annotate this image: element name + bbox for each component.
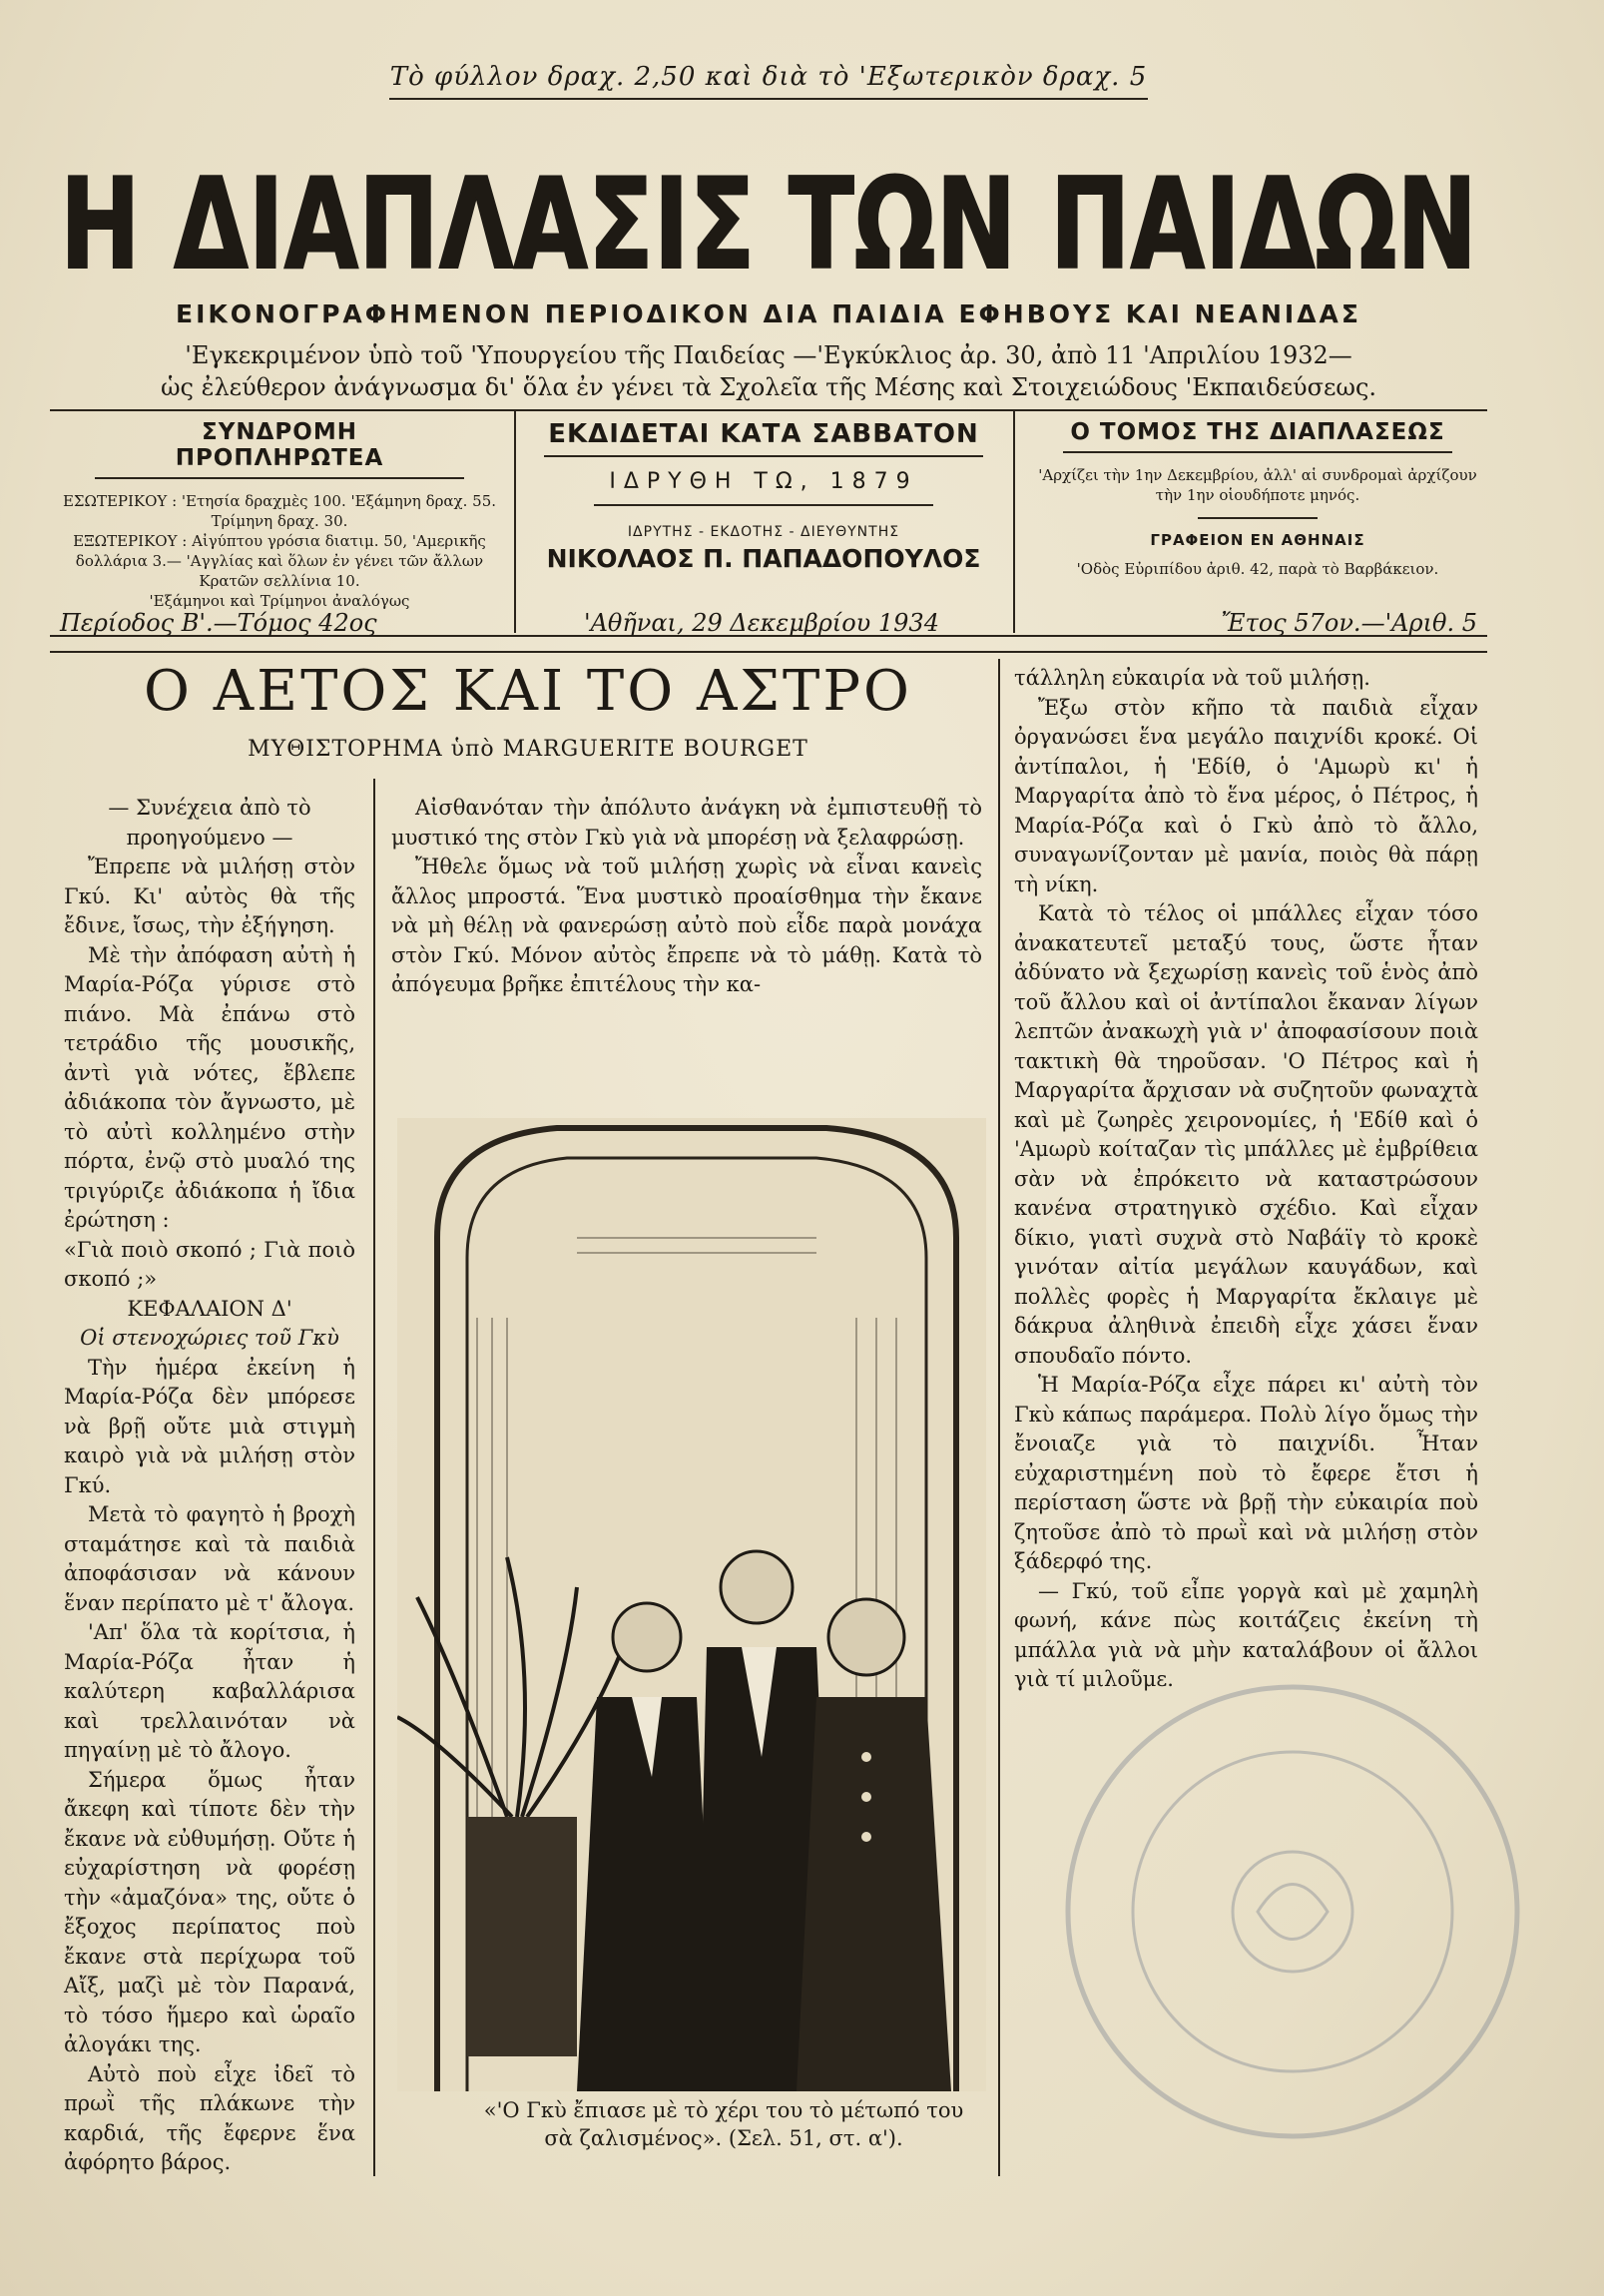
- divider-issue-bottom: [50, 651, 1487, 653]
- volume-separator: [1198, 517, 1318, 519]
- illustration-engraving: [397, 1118, 986, 2091]
- library-stamp: [1058, 1677, 1527, 2146]
- publication-box: [529, 419, 998, 629]
- article-byline: ΜΥΘΙΣΤΟΡΗΜΑ ὑπὸ MARGUERITE BOURGET: [248, 737, 808, 762]
- subscription-domestic: ΕΣΩΤΕΡΙΚΟΥ : 'Ετησία δραχμὲς 100. 'Εξάμηνη δραχ. 55. Τρίμηνη δραχ. 30.: [62, 492, 497, 530]
- column-3: [1014, 664, 1478, 1695]
- publication-title: ΕΚΔΙΔΕΤΑΙ ΚΑΤΑ ΣΑΒΒΑΤΟΝ: [544, 419, 983, 457]
- chapter-heading: ΚΕΦΑΛΑΙΟΝ Δ': [127, 1296, 292, 1321]
- office-address: 'Οδὸς Εὐριπίδου ἀριθ. 42, παρὰ τὸ Βαρβάκειον.: [1076, 560, 1439, 578]
- issue-year-number: Ἔτος 57ον.—'Αριθ. 5: [1221, 609, 1477, 637]
- subscription-foreign: ΕΞΩΤΕΡΙΚΟΥ : Αἰγύπτου γρόσια διατιμ. 50, 'Αμερικῆς δολλάρια 3.— 'Αγγλίας καὶ ὅλων ἐν γένει τῶν ἄλλων Κρατῶν σελλίνια 10.: [73, 532, 486, 590]
- paragraph: τάλληλη εὐκαιρία νὰ τοῦ μιλήσῃ.: [1014, 666, 1370, 690]
- paragraph: Αἰσθανόταν τὴν ἀπόλυτο ἀνάγκη νὰ ἐμπιστευθῇ τὸ μυστικό της στὸν Γκὺ γιὰ νὰ μπορέσῃ νὰ ξελαφρώσῃ.: [391, 796, 982, 850]
- paragraph: Σήμερα ὅμως ἦταν ἄκεφη καὶ τίποτε δὲν τὴν ἔκανε νὰ εὐθυμήσῃ. Οὔτε ἡ εὐχαρίστηση νὰ φορέσῃ τὴν «ἀμαζόνα» της, οὔτε ὁ ἔξοχος περίπατος ποὺ ἔκανε στὰ περίχωρα τοῦ Αἴξ, μαζὶ μὲ τὸν Παρανά, τὸ τόσο ἥμερο καὶ ὡραῖο ἀλογάκι της.: [64, 1767, 355, 2056]
- divider-top: [50, 409, 1487, 411]
- continuation-note: — Συνέχεια ἀπὸ τὸ προηγούμενο —: [108, 796, 311, 850]
- column-2: [391, 794, 982, 1000]
- founded-year: ΙΔΡΥΘΗ ΤΩ, 1879: [594, 469, 933, 506]
- paragraph: Κατὰ τὸ τέλος οἱ μπάλλες εἶχαν τόσο ἀνακατευτεῖ μεταξύ τους, ὥστε ἦταν ἀδύνατο νὰ ξεχωρίσῃ κανεὶς τοῦ ἑνὸς ἀπὸ τοῦ ἄλλου καὶ οἱ ἀντίπαλοι ἔκαναν λίγων λεπτῶν ἀνακωχὴ γιὰ ν' ἀποφασίσουν ποιὰ τακτικὴ θὰ τηροῦσαν. 'Ο Πέτρος καὶ ἡ Μαργαρίτα ἄρχισαν νὰ συζητοῦν φωναχτὰ καὶ μὲ ζωηρὲς χειρονομίες, ἡ 'Εδίθ καὶ ὁ 'Αμωρὺ κοίταζαν τὶς μπάλλες μὲ ἐμβρίθεια σὰν νὰ ἐπρόκειτο νὰ καταστρώσουν κανένα στρατηγικὸ σχέδιο. Καὶ εἶχαν δίκιο, γιατὶ συχνὰ στὸ Ναβάϊγ τὸ κροκὲ γινόταν αἰτία μεγάλων καυγάδων, καὶ πολλὲς φορὲς ἡ Μαργαρίτα ἔκλαιγε μὲ δάκρυα ἀληθινὰ ἐπειδὴ εἶχε χάσει ἕναν σπουδαῖο πόντο.: [1014, 901, 1478, 1368]
- approval-line-1: 'Εγκεκριμένον ὑπὸ τοῦ 'Υπουργείου τῆς Παιδείας —'Εγκύκλιος ἀρ. 30, ἀπὸ 11 'Απριλίου 1932—: [185, 341, 1352, 369]
- divider-vertical-1: [514, 411, 516, 633]
- illustration: [397, 1118, 986, 2091]
- subscription-terms: 'Εξάμηνοι καὶ Τρίμηνοι ἀναλόγως: [149, 592, 410, 610]
- office-title: ΓΡΑΦΕΙΟΝ ΕΝ ΑΘΗΝΑΙΣ: [1150, 531, 1365, 549]
- subscription-box: [60, 419, 499, 629]
- masthead-logo: [50, 150, 1487, 289]
- subscription-title: ΣΥΝΔΡΟΜΗ ΠΡΟΠΛΗΡΩΤΕΑ: [95, 419, 464, 479]
- divider-vertical-2: [1013, 411, 1015, 633]
- paragraph: 'Απ' ὅλα τὰ κορίτσια, ἡ Μαρία-Ρόζα ἦταν ἡ καλύτερη καβαλλάρισα καὶ τρελλαινόταν νὰ πηγαίνῃ μὲ τὸ ἄλογο.: [64, 1620, 355, 1762]
- approval-line-2: ὡς ἐλεύθερον ἀνάγνωσμα δι' ὅλα ἐν γένει τὰ Σχολεῖα τῆς Μέσης καὶ Στοιχειώδους 'Εκπαιδεύσεως.: [160, 373, 1377, 401]
- price-line: Τὸ φύλλον δραχ. 2,50 καὶ διὰ τὸ 'Εξωτερικὸν δραχ. 5: [389, 62, 1148, 100]
- paragraph: Ἡ Μαρία-Ρόζα εἶχε πάρει κι' αὐτὴ τὸν Γκὺ κάπως παράμερα. Πολὺ λίγο ὅμως τὴν ἔνοιαζε γιὰ τὸ παιχνίδι. Ἦταν εὐχαριστημένη ποὺ τὸ ἔφερε ἔτσι ἡ περίσταση ὥστε νὰ βρῇ τὴν εὐκαιρία ποὺ ζητοῦσε ἀπὸ τὸ πρωῒ καὶ νὰ μιλήσῃ στὸν ξάδερφό της.: [1014, 1373, 1478, 1573]
- stamp-seal-icon: [1058, 1677, 1527, 2146]
- column-1: [64, 794, 355, 2178]
- paragraph: Αὐτὸ ποὺ εἶχε ἰδεῖ τὸ πρωῒ τῆς πλάκωνε τὴν καρδιά, τῆς ἔφερνε ἕνα ἀφόρητο βάρος.: [64, 2061, 355, 2174]
- paragraph: — Γκύ, τοῦ εἶπε γοργὰ καὶ μὲ χαμηλὴ φωνή, κάνε πὼς κοιτάζεις ἐκείνη τὴ μπάλλα γιὰ νὰ μὴν καταλάβουν οἱ ἄλλοι γιὰ τί μιλοῦμε.: [1014, 1578, 1478, 1691]
- volume-info: 'Αρχίζει τὴν 1ην Δεκεμβρίου, ἀλλ' αἱ συνδρομαὶ ἀρχίζουν τὴν 1ην οἱουδήποτε μηνός.: [1038, 466, 1477, 504]
- issue-period: Περίοδος Β'.—Τόμος 42ος: [60, 609, 377, 637]
- column-rule-1: [373, 779, 375, 2176]
- paragraph: Ἤθελε ὅμως νὰ τοῦ μιλήσῃ χωρὶς νὰ εἶναι κανεὶς ἄλλος μπροστά. Ἕνα μυστικὸ προαίσθημα τὴν ἔκανε νὰ μὴ θέλῃ νὰ φανερώσῃ αὐτὸ ποὺ εἶδε παρὰ μονάχα στὸν Γκύ. Μόνον αὐτὸς ἔπρεπε νὰ τὸ μάθῃ. Κατὰ τὸ ἀπόγευμα βρῆκε ἐπιτέλους τὴν κα-: [391, 855, 982, 996]
- paragraph: Ἔπρεπε νὰ μιλήσῃ στὸν Γκύ. Κι' αὐτὸς θὰ τῆς ἔδινε, ἴσως, τὴν ἐξήγηση.: [64, 855, 355, 937]
- volume-title: Ο ΤΟΜΟΣ ΤΗΣ ΔΙΑΠΛΑΣΕΩΣ: [1063, 419, 1452, 453]
- issue-date: 'Αθῆναι, 29 Δεκεμβρίου 1934: [584, 609, 939, 637]
- illustration-caption: «'Ο Γκὺ ἔπιασε μὲ τὸ χέρι του τὸ μέτωπό του σὰ ζαλισμένος». (Σελ. 51, στ. α').: [483, 2098, 964, 2150]
- masthead: [50, 150, 1487, 289]
- masthead-title: Η ΔΙΑΠΛΑΣΙΣ ΤΩΝ ΠΑΙΔΩΝ: [60, 151, 1477, 289]
- magazine-subtitle: ΕΙΚΟΝΟΓΡΑΦΗΜΕΝΟΝ ΠΕΡΙΟΔΙΚΟΝ ΔΙΑ ΠΑΙΔΙΑ ΕΦΗΒΟΥΣ ΚΑΙ ΝΕΑΝΙΔΑΣ: [176, 299, 1361, 328]
- paragraph: Τὴν ἡμέρα ἐκείνη ἡ Μαρία-Ρόζα δὲν μπόρεσε νὰ βρῇ οὔτε μιὰ στιγμὴ καιρὸ γιὰ νὰ μιλήσῃ στὸν Γκύ.: [64, 1355, 355, 1497]
- issue-row: [50, 609, 1487, 643]
- paragraph-quote: «Γιὰ ποιὸ σκοπό ; Γιὰ ποιὸ σκοπό ;»: [64, 1237, 355, 1291]
- volume-box: [1028, 419, 1487, 629]
- paragraph: Ἔξω στὸν κῆπο τὰ παιδιὰ εἶχαν ὀργανώσει ἕνα μεγάλο παιχνίδι κροκέ. Οἱ ἀντίπαλοι, ἡ 'Εδίθ, ὁ 'Αμωρὺ κι' ἡ Μαργαρίτα ἀπὸ τὸ ἕνα μέρος, ὁ Πέτρος, ἡ Μαρία-Ρόζα καὶ ὁ Γκὺ ἀπὸ τὸ ἄλλο, συναγωνίζονταν μὲ μανία, ποιὸς θὰ πάρῃ τὴ νίκη.: [1014, 695, 1478, 896]
- publisher-name: ΝΙΚΟΛΑΟΣ Π. ΠΑΠΑΔΟΠΟΥΛΟΣ: [546, 544, 981, 573]
- article-title: Ο ΑΕΤΟΣ ΚΑΙ ΤΟ ΑΣΤΡΟ: [144, 659, 912, 724]
- paragraph: Μετὰ τὸ φαγητὸ ἡ βροχὴ σταμάτησε καὶ τὰ παιδιὰ ἀποφάσισαν νὰ κάνουν ἕναν περίπατο μὲ τ' ἄλογα.: [64, 1502, 355, 1615]
- chapter-subtitle: Οἱ στενοχώριες τοῦ Γκὺ: [80, 1326, 339, 1350]
- column-rule-2: [998, 659, 1000, 2176]
- paragraph: Μὲ τὴν ἀπόφαση αὐτὴ ἡ Μαρία-Ρόζα γύρισε στὸ πιάνο. Μὰ ἐπάνω στὸ τετράδιο τῆς μουσικῆς, ἀντὶ γιὰ νότες, ἔβλεπε ἀδιάκοπα τὸν ἄγνωστο, μὲ τὸ αὐτὶ κολλημένο στὴν πόρτα, ἐνῷ στὸ μυαλό της τριγύριζε ἀδιάκοπα ἡ ἴδια ἐρώτηση :: [64, 942, 355, 1232]
- publisher-roles: ΙΔΡΥΤΗΣ - ΕΚΔΟΤΗΣ - ΔΙΕΥΘΥΝΤΗΣ: [627, 524, 900, 540]
